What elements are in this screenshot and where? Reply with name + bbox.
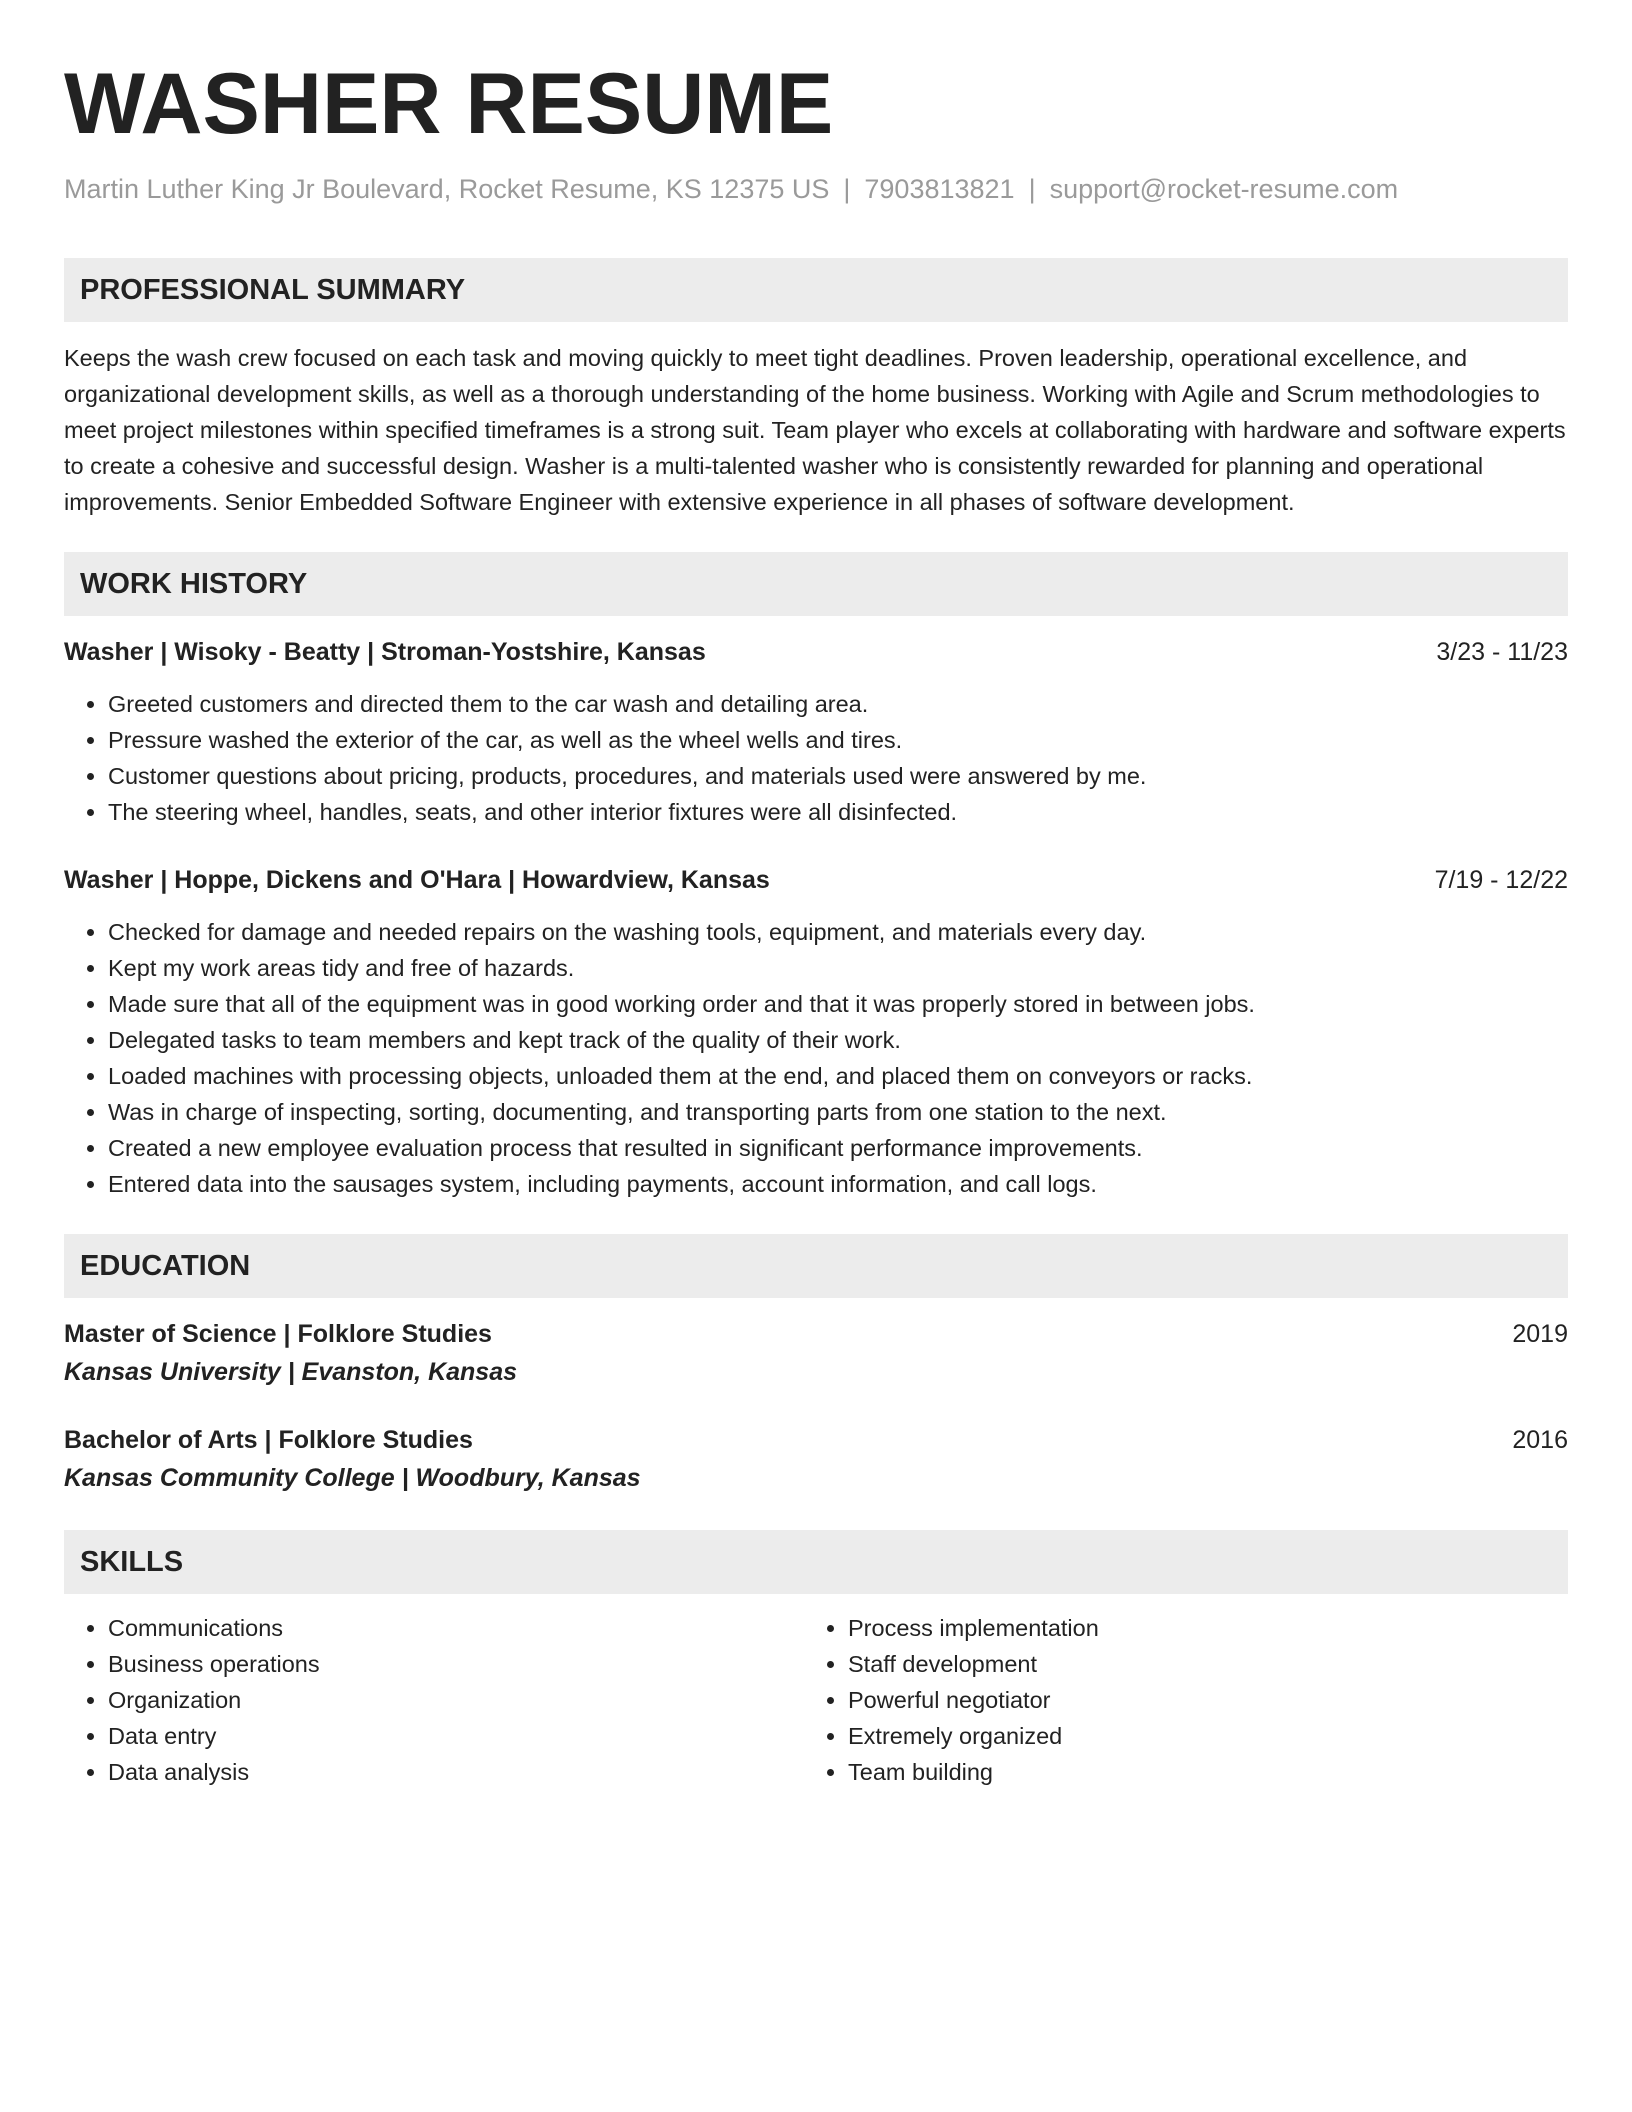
list-item: • Team building: [848, 1754, 1544, 1790]
job-title: Washer | Hoppe, Dickens and O'Hara | Howardview, Kansas: [64, 866, 770, 894]
skills-column-left: [64, 1610, 804, 1790]
list-item: • Data entry: [108, 1718, 804, 1754]
education-entry: [64, 1316, 1568, 1390]
summary-text: Keeps the wash crew focused on each task and moving quickly to meet tight deadlines. Proven leadership, operational excellence, and organizational development skills, as well as a thorough understanding of the home business. Working with Agile and Scrum methodologies to meet project milestones within specified timeframes is a strong suit. Team player who excels at collaborating with hardware and software experts to create a cohesive and successful design. Washer is a multi-talented washer who is consistently rewarded for planning and operational improvements. Senior Embedded Software Engineer with extensive experience in all phases of software development.: [64, 345, 1566, 515]
contact-email: support@rocket-resume.com: [1049, 174, 1399, 204]
list-item: • Pressure washed the exterior of the car, as well as the wheel wells and tires.: [108, 722, 1568, 758]
list-item: • Made sure that all of the equipment was in good working order and that it was properly stored in between jobs.: [108, 986, 1568, 1022]
job-bullets: [64, 914, 1568, 1202]
education-year: 2019: [1512, 1320, 1568, 1348]
contact-separator: |: [843, 174, 851, 204]
job-entry: [64, 862, 1568, 1202]
list-item: • Powerful negotiator: [848, 1682, 1544, 1718]
education-entry: [64, 1422, 1568, 1496]
list-item: • Kept my work areas tidy and free of hazards.: [108, 950, 1568, 986]
list-item: • Checked for damage and needed repairs on the washing tools, equipment, and materials every day.: [108, 914, 1568, 950]
list-item: • Communications: [108, 1610, 804, 1646]
job-dates: 3/23 - 11/23: [1436, 638, 1568, 666]
education-school: Kansas University | Evanston, Kansas: [64, 1358, 518, 1386]
education-degree: Bachelor of Arts | Folklore Studies: [64, 1426, 473, 1454]
education-degree: Master of Science | Folklore Studies: [64, 1320, 492, 1348]
education-header: [64, 1316, 1568, 1352]
list-item: • Staff development: [848, 1646, 1544, 1682]
list-item: • Delegated tasks to team members and kept track of the quality of their work.: [108, 1022, 1568, 1058]
skills-list: [64, 1610, 804, 1790]
education-header: [64, 1422, 1568, 1458]
job-header: [64, 862, 1568, 898]
section-heading-skills: SKILLS: [64, 1530, 1568, 1594]
list-item: • Extremely organized: [848, 1718, 1544, 1754]
section-heading-work: WORK HISTORY: [64, 552, 1568, 616]
contact-phone: 7903813821: [864, 174, 1015, 204]
list-item: • Business operations: [108, 1646, 804, 1682]
list-item: • Process implementation: [848, 1610, 1544, 1646]
list-item: • Data analysis: [108, 1754, 804, 1790]
skills-list: [804, 1610, 1544, 1790]
education-year: 2016: [1512, 1426, 1568, 1454]
job-header: [64, 634, 1568, 670]
list-item: • Loaded machines with processing objects, unloaded them at the end, and placed them on conveyors or racks.: [108, 1058, 1568, 1094]
list-item: • Was in charge of inspecting, sorting, documenting, and transporting parts from one station to the next.: [108, 1094, 1568, 1130]
list-item: • Greeted customers and directed them to the car wash and detailing area.: [108, 686, 1568, 722]
contact-separator: |: [1028, 174, 1036, 204]
list-item: • The steering wheel, handles, seats, and other interior fixtures were all disinfected.: [108, 794, 1568, 830]
job-entry: [64, 634, 1568, 830]
section-heading-summary: PROFESSIONAL SUMMARY: [64, 258, 1568, 322]
contact-line: [64, 172, 1568, 206]
list-item: • Created a new employee evaluation process that resulted in significant performance improvements.: [108, 1130, 1568, 1166]
contact-address: Martin Luther King Jr Boulevard, Rocket Resume, KS 12375 US: [64, 174, 830, 204]
list-item: • Organization: [108, 1682, 804, 1718]
skills-column-right: [804, 1610, 1544, 1790]
section-heading-education: EDUCATION: [64, 1234, 1568, 1298]
resume-title: WASHER RESUME: [64, 56, 834, 152]
education-school: Kansas Community College | Woodbury, Kansas: [64, 1464, 641, 1492]
skills-grid: [64, 1610, 1568, 1790]
job-title: Washer | Wisoky - Beatty | Stroman-Yostshire, Kansas: [64, 638, 706, 666]
job-dates: 7/19 - 12/22: [1434, 866, 1568, 894]
list-item: • Customer questions about pricing, products, procedures, and materials used were answered by me.: [108, 758, 1568, 794]
list-item: • Entered data into the sausages system, including payments, account information, and call logs.: [108, 1166, 1568, 1202]
job-bullets: [64, 686, 1568, 830]
